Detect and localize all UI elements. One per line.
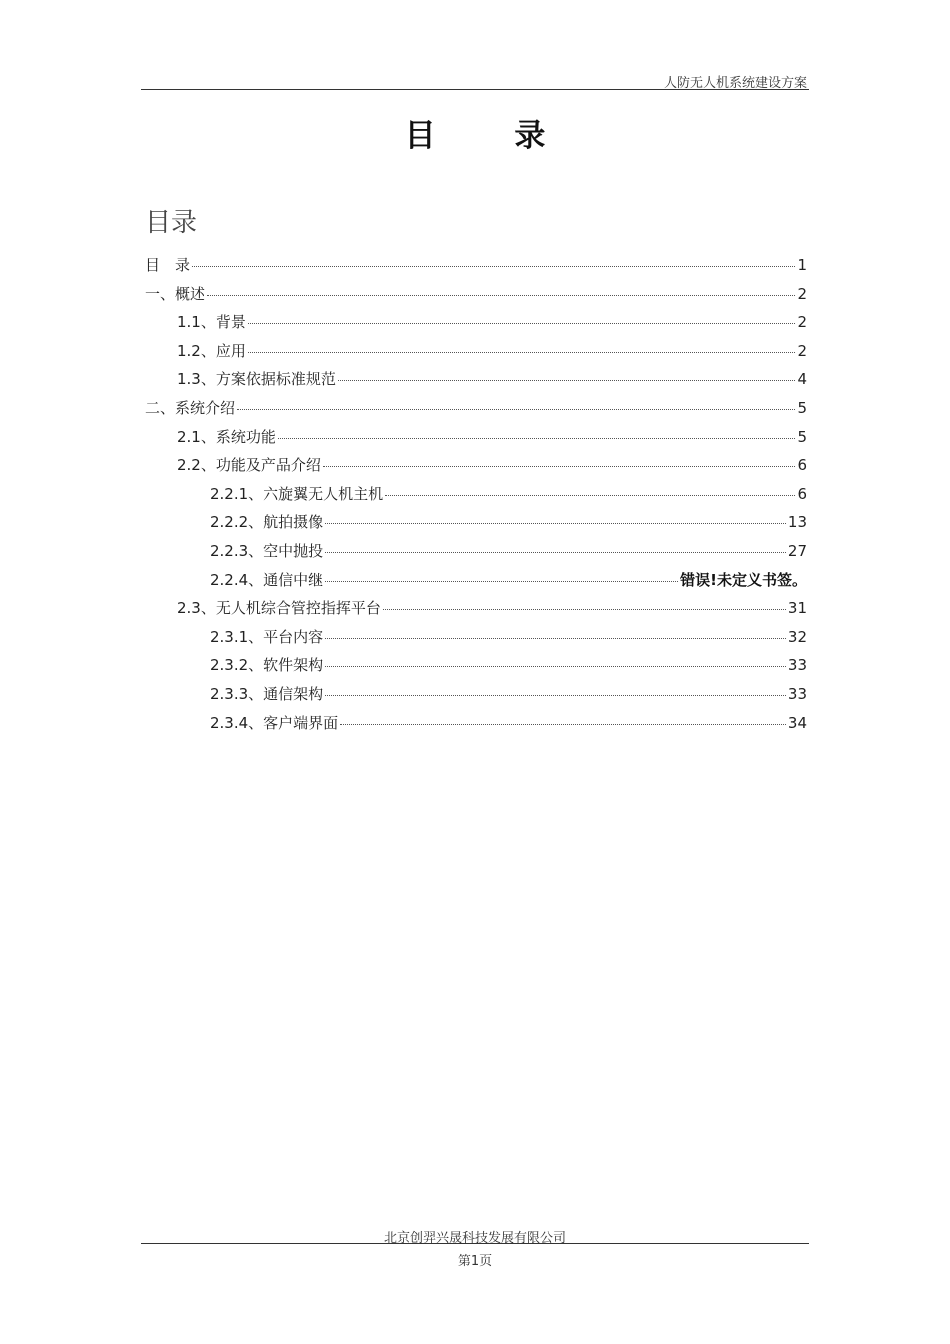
toc-entry[interactable] xyxy=(145,569,807,598)
toc-dot-leader xyxy=(325,523,786,524)
toc-entry-page: 4 xyxy=(797,370,807,389)
toc-dot-leader xyxy=(340,724,786,725)
toc-entry-label: 2.3.1、平台内容 xyxy=(210,627,324,646)
toc-entry-label: 2.3、无人机综合管控指挥平台 xyxy=(177,599,381,618)
toc-entry[interactable] xyxy=(145,683,807,712)
toc-entry-page: 错误!未定义书签。 xyxy=(680,570,807,589)
page-number: 第1页 xyxy=(457,1254,493,1269)
toc-entry[interactable] xyxy=(145,426,807,455)
toc-dot-leader xyxy=(192,266,795,267)
toc-entry-label: 2.3.3、通信架构 xyxy=(210,684,324,703)
toc-entry[interactable] xyxy=(145,397,807,426)
toc-entry[interactable] xyxy=(145,311,807,340)
toc-dot-leader xyxy=(248,352,796,353)
toc-entry[interactable] xyxy=(145,283,807,312)
toc-entry-label: 2.2.1、六旋翼无人机主机 xyxy=(210,484,384,503)
toc-entry-page: 32 xyxy=(787,627,807,646)
toc-entry-page: 27 xyxy=(787,541,807,560)
toc-dot-leader xyxy=(325,638,786,639)
toc-entry-label: 2.3.2、软件架构 xyxy=(210,656,324,675)
header-divider xyxy=(141,89,809,90)
toc-entry-label: 1.3、方案依据标准规范 xyxy=(177,370,336,389)
toc-entry-label: 2.2、功能及产品介绍 xyxy=(177,456,321,475)
toc-entry-page: 2 xyxy=(797,284,807,303)
toc-dot-leader xyxy=(248,323,796,324)
toc-entry[interactable] xyxy=(145,454,807,483)
toc-entry[interactable] xyxy=(145,540,807,569)
toc-entry[interactable] xyxy=(145,511,807,540)
toc-entry[interactable] xyxy=(145,626,807,655)
toc-entry[interactable] xyxy=(145,597,807,626)
toc-entry-page: 33 xyxy=(787,656,807,675)
toc-entry-page: 34 xyxy=(787,713,807,732)
toc-entry-page: 2 xyxy=(797,341,807,360)
footer-company: 北京创羿兴晟科技发展有限公司 xyxy=(383,1231,566,1246)
toc-entry-label: 2.1、系统功能 xyxy=(177,427,276,446)
toc-dot-leader xyxy=(237,409,795,410)
toc-entry-label: 一、概述 xyxy=(145,284,206,303)
toc-entry-page: 33 xyxy=(787,684,807,703)
toc-entry-page: 13 xyxy=(787,513,807,532)
toc-entry-label: 2.2.2、航拍摄像 xyxy=(210,513,324,532)
toc-heading: 目录 xyxy=(145,208,198,238)
toc-dot-leader xyxy=(278,438,796,439)
toc-entry-page: 1 xyxy=(797,256,807,274)
toc-dot-leader xyxy=(325,581,678,582)
toc-dot-leader xyxy=(325,666,786,667)
running-header: 人防无人机系统建设方案 xyxy=(663,76,807,91)
toc-entry[interactable] xyxy=(145,368,807,397)
toc-dot-leader xyxy=(323,466,796,467)
toc-entry-label: 2.2.4、通信中继 xyxy=(210,570,324,589)
table-of-contents xyxy=(145,254,807,740)
toc-entry-page: 6 xyxy=(797,484,807,503)
toc-entry[interactable] xyxy=(145,712,807,741)
toc-entry-label: 2.2.3、空中抛投 xyxy=(210,541,324,560)
toc-dot-leader xyxy=(383,609,786,610)
toc-entry-page: 5 xyxy=(797,427,807,446)
toc-entry-label: 二、系统介绍 xyxy=(145,398,236,417)
toc-dot-leader xyxy=(325,552,786,553)
toc-dot-leader xyxy=(207,295,795,296)
footer-divider xyxy=(141,1243,809,1244)
toc-entry[interactable] xyxy=(145,254,807,283)
toc-entry-label: 目 录 xyxy=(145,256,191,274)
toc-dot-leader xyxy=(325,695,786,696)
toc-entry-page: 31 xyxy=(787,599,807,618)
toc-entry-page: 6 xyxy=(797,456,807,475)
page-title: 目 录 xyxy=(404,118,580,154)
toc-entry-label: 2.3.4、客户端界面 xyxy=(210,713,339,732)
toc-entry[interactable] xyxy=(145,654,807,683)
toc-entry-label: 1.2、应用 xyxy=(177,341,246,360)
toc-entry-label: 1.1、背景 xyxy=(177,313,246,332)
toc-entry[interactable] xyxy=(145,340,807,369)
toc-entry[interactable] xyxy=(145,483,807,512)
toc-dot-leader xyxy=(338,380,796,381)
toc-dot-leader xyxy=(385,495,795,496)
toc-entry-page: 2 xyxy=(797,313,807,332)
toc-entry-page: 5 xyxy=(797,398,807,417)
